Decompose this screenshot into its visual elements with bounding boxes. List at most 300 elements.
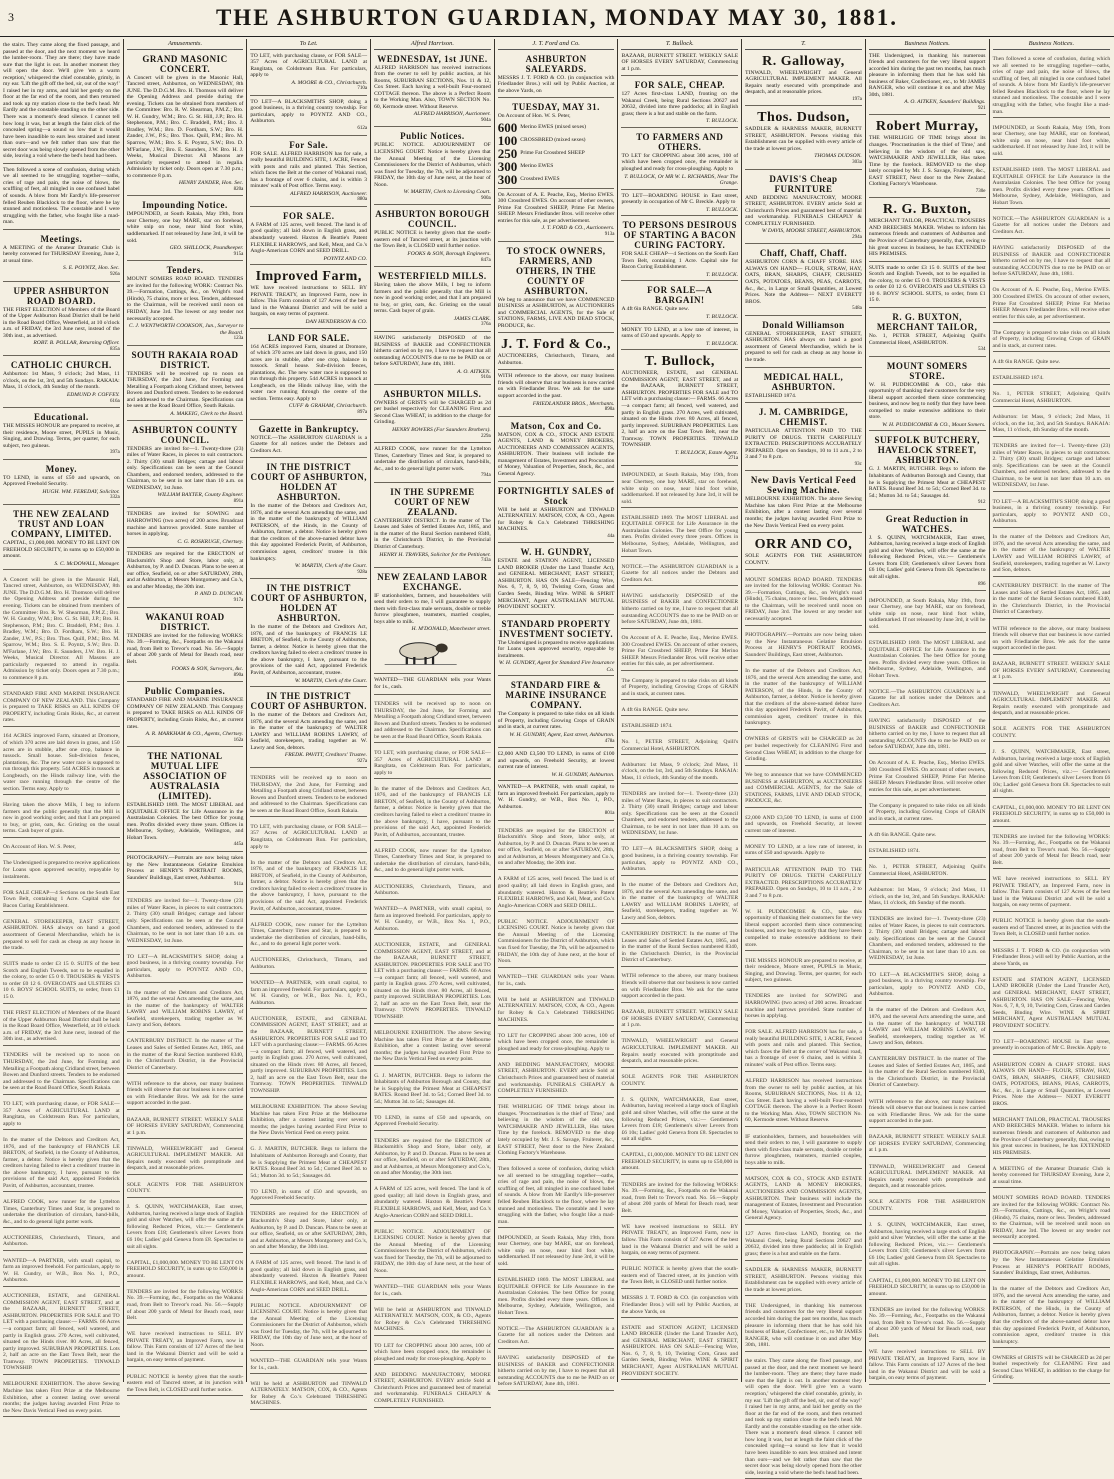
ad-title: W. H. GUNDRY, (520, 547, 592, 558)
column-text: ESTABLISHED 1874. (993, 374, 1111, 385)
column-text: AUCTIONEERS, Christchurch, Timaru, and Ashburton. (3, 1234, 120, 1251)
column-text: A FARM of 125 acres, well fenced. The land is of good quality; all laid down in English grass, and abundantly watered. Haxton & Beattie's Patent FLEXIBLE HARROWS, and Kell, Meat, and Co.'s Anglo-American CORN and SEED DRILL. (374, 1185, 491, 1222)
ad-signature: ALFRED HARRISON, Auctioneer. (290, 190, 368, 197)
ad-body: THE WHIRLIGIG OF TIME brings about its changes. 'Procrastination is the thief of Time,' and believing in the wisdom of the old saw, WATCHMAKER AND JEWELLER, Has taken Time by the forelock. REMOVED to the shop lately occupied by Mr. J. S. Savage, Fruiterer, &c., EAST STREET, Next door to the New Zealand Clothing Factory's Warehouse. (868, 135, 986, 188)
column-text: IMPOUNDED, at South Rakaia, May 19th, from near Chertsey, one bay MARE, star on forehead, white snip on nose, near hind foot white, saddlemarked. If not released by June 3rd, it will be sold. (869, 597, 986, 634)
column-text: WITH reference to the above, our many business friends will observe that our business is now carried on with Friedlander Bros. We ask for the same support accorded in the past. (993, 625, 1111, 655)
ad-reference: 928a (357, 569, 368, 575)
column-text: BAZAAR, BURNETT STREET. WEEKLY SALE OF HORSES EVERY SATURDAY, Commencing at 1 p.m. (993, 660, 1111, 684)
ad-title: ASHBURTON SALEYARDS. (525, 53, 587, 74)
ad-title: Tenders. (166, 265, 204, 276)
ad-title: LAND FOR SALE. (267, 332, 350, 343)
ad-body: ESTABLISHED 1869. The MOST LIBERAL and EQUITABLE OFFICE for Life Assurance in the Australasian Colonies. The best Office for young men. Profits divided every three years. Offices in Melbourne, Sydney, Adelaide, Wellington, and Hobart Town. (126, 802, 244, 841)
ad-title: THE NATIONAL MUTUAL LIFE ASSOCIATION OF AUSTRALASIA (LIMITED). (142, 751, 228, 802)
ad-body: IF stationholders, farmers, and householders will send their orders to me, I will guarantee to supply them with first-class male servants, double or treble furrow ploughmen, teamsters, married couples, boys able to milk. (374, 592, 491, 625)
ad-reference: 730e (975, 188, 986, 194)
column-text: TENDERS are required for the ERECTION of Blacksmith's Shop and Store, labor only, at Ashburton, by P. and D. Duncan. Plans to be seen at our office, Seafield, on or after SATURDAY, 28th, and at Ashburton, at Messrs Montgomery and Co.'s, on and after Monday, the 30th inst. (498, 827, 615, 870)
ad-reference: 271a (728, 456, 739, 462)
column-text: Then followed a scene of confusion, during which we all seemed to be struggling together—oaths, cries of rage and pain, the noise of blows, the scuffling of feet, all mingled in one confused babel of sounds. A blow from Mr Eardly's life-preserver felled Reuben Blacklock to the floor, where he lay stunned and motionless. The constable and I were struggling with the father, who fought like a mad-man. (993, 55, 1111, 118)
column-text: MATSON, COX & CO., STOCK AND ESTATE AGENTS, LAND & MONEY BROKERS, AUCTIONEERS AND COMMISSION AGENTS, ASHBURTON. Their business will include the management of Estates, Investment and Procuration of Money, Valuation of Properties, Stock, &c., and General Agency. (745, 1175, 862, 1225)
ad-body: The Company is prepared to take risks on all kinds of Property, including Growing Crops of GRAIN and in stack, at current rates. (497, 711, 615, 731)
ad-title: Matson, Cox and Co. (510, 420, 602, 431)
advertisement (498, 617, 615, 677)
column-text: In the matter of the Debtors and Creditors Act, 1876, and the several Acts amending the same, and in the matter of the bankruptcy of WALTER LAWRY and WILLIAM ROBINS LAWRY, of Seafield, storekeepers, trading together as W. Lawry and Son, debtors. (621, 881, 738, 924)
column-text: TENDERS are invited for—1. Twenty-three (23) miles of Water Races, in pieces to suit contractors. 2. Thirty (30) small Bridges; cartage and labour only. Specifications can be seen at the Council Chambers, and endorsed tenders, addressed to the Chairman, to be sent in not later than 10 a.m. on WEDNESDAY, 1st June. (993, 442, 1111, 492)
column-text: In the matter of the Debtors and Creditors Act, 1876, and the several Acts amending the same, and in the matter of the bankruptcy of WALTER LAWRY and WILLIAM ROBINS LAWRY, of Seafield, storekeepers, trading together as W. Lawry and Son, debtors. (127, 989, 244, 1032)
column-text: On Account of Hon. W. S. Peter, (3, 843, 120, 854)
column-7 (742, 39, 866, 1476)
column-text: CANTERBURY DISTRICT. In the matter of The Leases and Sales of Settled Estates Act, 1865, and in the matter of the Rural Section numbered 8340, in the Christchurch District, in the Provincial District of Canterbury. (127, 1037, 244, 1074)
ad-title: J. T. Ford & Co., (501, 337, 612, 353)
ad-title: TO PERSONS DESIROUS OF STARTING A BACON CURING FACTORY. (622, 220, 737, 251)
column-text: PHOTOGRAPHY.—Portraits are now being taken by the New Instantaneous Gelatine Emulsion Process at HENRY'S PORTRAIT ROOMS, Saunders' Buildings, East street, Ashburton. (993, 1249, 1111, 1279)
ad-body: MONEY TO LEND, at a low rate of interest, in sums of £50 and upwards. Apply to (621, 326, 739, 340)
column-text: In the matter of the Debtors and Creditors Act, 1876, and the several Acts amending the same, and in the matter of the bankruptcy of WALTER LAWRY and WILLIAM ROBINS LAWRY, of Seafield, storekeepers, trading together as W. Lawry and Son, debtors. (993, 533, 1111, 576)
ad-signature: ROBT. B. POLLAR, Returning Officer. (33, 340, 120, 347)
ad-body: J. S. QUINN, WATCHMAKER, East street, Ashburton, having received a large stock of English gold and silver Watches, will offer the same at the following Reduced Prices, viz.:— Gentlemen's Levers from £18; Gentlemen's silver Levers from £6 10s; Ladies' gold Geneva from £8. Spectacles to suit all sights. (868, 534, 986, 580)
advertisement (621, 352, 738, 466)
ad-signature: T. BULLOCK. (706, 340, 739, 347)
column-text: THE WHIRLIGIG OF TIME brings about its changes. 'Procrastination is the thief of Time,' and believing in the wisdom of the old saw, WATCHMAKER AND JEWELLER, Has taken Time by the forelock. REMOVED to the shop lately occupied by Mr. J. S. Savage, Fruiterer, &c., EAST STREET, Next door to the New Zealand Clothing Factory's Warehouse. (498, 1103, 615, 1159)
advertisement (374, 445, 491, 483)
column-text: MERCHANT TAILOR, PRACTICAL TROUSERS AND BREECHES MAKER. Wishes to inform his numerous friends and customers of Ashburton and the Province of Canterbury generally, that, owing to his great success in business, he has EXTENDED HIS PREMISES. (993, 1116, 1111, 1159)
ad-body: The Undersigned is prepared to receive applications for Loans upon approved security, repayable by instalments. (497, 639, 615, 659)
ad-signature: W. H. GUNDRY, Agent for Standard Fire Insurance Co. (498, 660, 615, 673)
advertisement (374, 676, 491, 694)
ad-body: Then followed a scene of confusion, during which we all seemed to be struggling together—oaths, cries of rage and pain, the noise of blows, the scuffling of feet, all mingled in one confused babel of sounds. A blow from Mr Eardly's life-preserver felled Reuben Blacklock to the floor, where he lay stunned and motionless. The constable and I were struggling with the father, who fought like a mad-man. (3, 166, 120, 226)
ad-signature: S. E. POYNTZ, Hon. Sec. (62, 265, 120, 272)
ad-body: SUITS made to order £3 15 0. SUITS of the best Scotch and English Tweeds, not to be equalled in the colony, to order £5 0 0. TROUSERS & VESTS to order £0 12 6. OVERCOATS and ULSTERS £3 10 6. BOYS' SCHOOL SUITS, to order, from £1 15 0. (868, 264, 986, 304)
advertisement (374, 129, 491, 205)
ad-reference: 478a (604, 738, 615, 744)
column-text: ESTABLISHED 1869. The MOST LIBERAL and EQUITABLE OFFICE for Life Assurance in the Australasian Colonies. The best Office for young men. Profits divided every three years. Offices in Melbourne, Sydney, Adelaide, Wellington, and Hobart Town. (621, 514, 738, 557)
column-text: TO LEND, in sums of £50 and upwards, on Approved Freehold Security. (250, 1188, 367, 1205)
ad-reference: 229a (481, 433, 491, 439)
ad-body: TENDERS are invited for—1. Twenty-three (23) miles of Water Races, in pieces to suit contractors. 2. Thirty (30) small Bridges; cartage and labour only. Specifications can be seen at the Council Chambers, and endorsed tenders, addressed to the Chairman, to be sent in not later than 10 a.m. on WEDNESDAY, 1st June. (126, 445, 244, 491)
column-text: TO LET, with purchasing clause, or FOR SALE—357 Acres of AGRICULTURAL LAND at Rangitata, on Coldstream Run. For particulars, apply to (3, 1100, 120, 1130)
column-text: ALFRED COOK, now runner for the Lyttelton Times, Canterbury Times and Star, is prepared to undertake the distribution of circulars, hand-bills, &c., and to do general light porter work. (3, 1198, 120, 1228)
ad-body: NOTICE.—The ASHBURTON GUARDIAN is a Gazette for all notices under the Debtors and Creditors Act. (250, 434, 368, 454)
column-text: TENDERS are invited for—1. Twenty-three (23) miles of Water Races, in pieces to suit contractors. 2. Thirty (30) small Bridges; cartage and labour only. Specifications can be seen at the Council Chambers, and endorsed tenders, addressed to the Chairman, to be sent in not later than 10 a.m. on WEDNESDAY, 1st June. (869, 915, 986, 965)
ad-reference: 294a (852, 234, 862, 240)
column-text: SOLE AGENTS FOR THE ASHBURTON COUNTY. (993, 725, 1111, 742)
ad-reference: 616a (109, 398, 120, 404)
column-text: AUCTIONEER, ESTATE, and GENERAL COMMISSION AGENT, EAST STREET, and at the BAZAAR, BURNETT STREET, ASHBURTON. PROPERTIES FOR SALE and TO LET with a purchasing clause:— FARMS. 66 Acres—a compact farm; all fenced, well watered, and partly in English grass. 270 Acres, well cultivated, situated on the Hinds river. 80 Acres, all fenced, partly improved. SUBURBAN PROPERTIES. Lots 2, half an acre on the East Town Belt, near the Tramway. TOWN PROPERTIES. TINWALD TOWNSHIP. (3, 1292, 120, 1375)
column-text: WE have received instructions to SELL BY PRIVATE TREATY, an Improved Farm, now in fallow. This Farm consists of 127 Acres of the best land in the Wakanui District and will be sold a bargain, on easy terms of payment. (869, 1348, 986, 1385)
column-text: WITH reference to the above, our many business friends will observe that our business is now carried on with Friedlander Bros. We ask for the same support accorded in the past. (127, 1080, 244, 1110)
sale-lot-desc: Merino EWES (mixed sexes) (520, 123, 586, 130)
advertisement (3, 166, 120, 230)
advertisement (3, 284, 120, 357)
column-text: TO LET for CROPPING about 300 acres, 100 of which have been cropped once, the remainder is ploughed and ready for cross-ploughing. Apply to (498, 1032, 615, 1056)
ad-body: TO LET for CROPPING about 300 acres, 100 of which have been cropped once, the remainder is ploughed and ready for cross-ploughing. Apply to (621, 152, 739, 173)
advertisement (127, 749, 244, 852)
ad-title: IN THE SUPREME COURT OF NEW ZEALAND. (390, 486, 475, 517)
column-text: We beg to announce that we have COMMENCED BUSINESS at ASHBURTON, as AUCTIONEERS and COMMERCIAL AGENTS, for the Sale of STATIONS, FARMS, LIVE AND DEAD STOCK, PRODUCE, &c. (745, 771, 862, 808)
ad-body: FOR SALE CHEAP—4 Sections on the South East Town Belt, containing 1 Acre. Capital site for Bacon Curing Establishment. (621, 251, 739, 271)
ad-body: TO LEND, in sums of £50 and upwards, on Approved Freehold Security. (3, 474, 120, 488)
advertisement (498, 52, 615, 99)
column-text: PUBLIC NOTICE is hereby given that the south-eastern end of Tancred street, at its junction with the Town Belt, is CLOSED until further notice. (993, 917, 1111, 941)
column-text: 164 ACRES improved Farm, situated at Dromore, of which 370 acres are laid down in grass, and 150 acres are in stubble, after one crop, balance in tussock. Small house. Sub-division fences, plantations, &c. The new water race is supposed to run through this property. 544 ACRES in tussock at Longbeach, on the Hinds railway line, with the water race running through the centre of the section. Terms easy. Apply to (3, 732, 120, 795)
ad-reference: 835a (109, 346, 120, 352)
column-text: HAVING satisfactorily DISPOSED of the BUSINESS of BAKER and CONFECTIONER hitherto carried on by me, I have to request that all outstanding ACCOUNTS due to me be PAID on or before SATURDAY, June 4th, 1881. (621, 592, 738, 629)
ad-signature: T. BULLOCK. (706, 271, 739, 278)
ad-body: WANTED—THE GUARDIAN tells your Wants for 1s., cash. (374, 677, 491, 690)
ad-signature: T. BULLOCK. (706, 314, 739, 321)
ad-title: TO STOCK OWNERS, FARMERS, AND OTHERS, IN THE COUNTY OF ASHBURTON. (506, 245, 606, 296)
ad-title: STANDARD FIRE & MARINE INSURANCE COMPANY. (505, 680, 607, 711)
ad-body: MOUNT SOMERS ROAD BOARD. TENDERS are invited for the following WORK: Contract No. 39.—Formation, Cuttings, &c., on Wright's road (Hinds), 75 chains, more or less. Tenders, addressed to the Chairman, will be received until noon on FRIDAY, June 3rd. The lowest or any tender not necessarily accepted. (126, 276, 244, 322)
column-text: OWNERS of GRISTS will be CHARGED as 2d per bushel respectively for CLEANING First and Second Class WHEAT, in addition to the charge for Grinding. (745, 735, 862, 765)
column-text: TINWALD, WHEELWRIGHT and General AGRICULTURAL IMPLEMENT MAKER. All Repairs neatly executed with promptitude and despatch, and at reasonable prices. (621, 1037, 738, 1067)
ad-title: STANDARD PROPERTY INVESTMENT SOCIETY. (499, 618, 614, 639)
advertisement (127, 854, 244, 892)
ad-reference: 376a (481, 322, 491, 328)
ad-title: IN THE DISTRICT COURT OF ASHBURTON, HOLDEN AT ASHBURTON. (250, 583, 367, 624)
sale-lot (498, 160, 615, 173)
ad-signature: ALFRED HARRISON, Auctioneer. (413, 111, 491, 118)
advertisement (621, 130, 738, 190)
advertisement (745, 246, 862, 315)
ad-signature: W. H. GUNDRY, Agent, East street, Ashburton. (509, 731, 615, 738)
ad-reference: 913a (604, 232, 615, 238)
ad-body: MATSON, COX & CO., STOCK AND ESTATE AGENTS, LAND & MONEY BROKERS, AUCTIONEERS AND COMMISSION AGENTS, ASHBURTON. Their business will include the management of Estates, Investment and Procuration of Money, Valuation of Properties, Stock, &c., and General Agency. (497, 431, 615, 477)
advertisement (3, 462, 120, 505)
ad-body: THE FIRST ELECTION of Members of the Board of the Upper Ashburton Road District shall be held in the Road Board Office, Westerfield, at 10 o'clock a.m. of FRIDAY, the 3rd June next, instead of the 30th inst., as advertised. (3, 306, 120, 339)
column-text: In the matter of the Debtors and Creditors Act, 1876, and the several Acts amending the same, and in the matter of the bankruptcy of WALTER LAWRY and WILLIAM ROBINS LAWRY, of Seafield, storekeepers, trading together as W. Lawry and Son, debtors. (869, 1006, 986, 1049)
advertisement (498, 419, 615, 482)
ad-body: CAPITAL, £1,000,000. MONEY TO BE LENT ON FREEHOLD SECURITY, in sums up to £50,000 in amount. (3, 539, 120, 560)
advertisement (498, 372, 615, 416)
ad-body: SOLE AGENTS FOR THE ASHBURTON COUNTY. (745, 553, 862, 566)
column-text: CAPITAL, £1,000,000. MONEY TO BE LENT ON FREEHOLD SECURITY, in sums up to £50,000 in amount. (621, 1151, 738, 1175)
column-text: SUITS made to order £3 15 0. SUITS of the best Scotch and English Tweeds, not to be equalled in the colony, to order £5 0 0. TROUSERS & VESTS to order £0 12 6. OVERCOATS and ULSTERS £3 10 6. BOYS' SCHOOL SUITS, to order, from £1 15 0. (3, 960, 120, 1003)
column-text: BAZAAR, BURNETT STREET. WEEKLY SALE OF HORSES EVERY SATURDAY, Commencing at 1 p.m. (621, 1008, 738, 1032)
sale-lot (498, 147, 615, 160)
ad-body: HAVING satisfactorily DISPOSED of the BUSINESS of BAKER and CONFECTIONER hitherto carried on by me, I have to request that all outstanding ACCOUNTS due to me be PAID on or before SATURDAY, June 4th, 1881. (374, 334, 491, 368)
column-text: CAPITAL, £1,000,000. MONEY TO BE LENT ON FREEHOLD SECURITY, in sums up to £50,000 in amount. (869, 1277, 986, 1301)
column-text: BAZAAR, BURNETT STREET. WEEKLY SALE OF HORSES EVERY SATURDAY, Commencing at 1 p.m. (127, 1116, 244, 1140)
ad-signature: A. MOORE & CO., Christchurch. (291, 79, 368, 86)
ad-signature: W DAVIS, MOORE STREET, ASHBURTON. (761, 228, 862, 235)
column-text: TINWALD, WHEELWRIGHT and General AGRICULTURAL IMPLEMENT MAKER. All Repairs neatly executed with promptitude and despatch, and at reasonable prices. (993, 690, 1111, 720)
ad-title: SOUTH RAKAIA ROAD DISTRICT. (131, 349, 239, 370)
column-text: TENDERS are invited for the following WORKS: No. 39.—Forming, &c., Footpaths on the Wakanui road, from Belt to Trevor's road. No. 56.—Supply of about 200 yards of Metal for Beach road, near Belt. (127, 1288, 244, 1325)
ad-reference: 710a (357, 86, 368, 92)
column-text: WANTED—THE GUARDIAN tells your Wants for 1s., cash. (374, 1283, 491, 1300)
column-text: In the matter of the Debtors and Creditors Act, 1876, and of the bankruptcy of FRANCIS LE BRETON, of Seafield, in the County of Ashburton, farmer, a debtor. Notice is hereby given that the creditors having failed to elect a creditors' trustee in the above bankruptcy, I have, pursuant to the provisions of the said Act, appointed Frederick Pavitt, of Ashburton, accountant, trustee. (250, 859, 367, 915)
column-text: THE Undersigned, in thanking his numerous friends and customers for the very liberal support accorded him during the past ten months, has much pleasure in informing them that he has sold his business of Baker, Confectioner, etc., to Mr JAMES RANGER, who will continue it on and after May 30th, 1881. (745, 1302, 862, 1352)
ad-body: No. 1, PETER STREET, Adjoining Quill's Commercial Hotel, ASHBURTON. (868, 332, 986, 346)
sale-lot-qty: 600 (497, 119, 518, 135)
ad-signature: FRIEDLANDER BROS., Merchants. (532, 400, 615, 407)
column-text: TO LET—A BLACKSMITH'S SHOP, doing a good business, in a thriving country township. For particulars, apply to POYNTZ AND CO., Ashburton. (621, 845, 738, 875)
column-text: ESTABLISHED 1869. The MOST LIBERAL and EQUITABLE OFFICE for Life Assurance in the Australasian Colonies. The best Office for young men. Profits divided every three years. Offices in Melbourne, Sydney, Adelaide, Wellington, and Hobart Town. (993, 166, 1111, 209)
column-text: Ashburton: 1st Mass, 9 o'clock; 2nd Mass, 11 o'clock, on the 1st, 3rd, and 5th Sundays. RAKAIA: Mass, 11 o'clock, 4th Sunday of the month. (621, 761, 738, 785)
ad-title: T. Bullock, (644, 354, 715, 370)
sale-lot-qty: 300 (497, 171, 518, 187)
advertisement (3, 507, 120, 570)
column-text: WE have received instructions to SELL BY PRIVATE TREATY, an Improved Farm, now in fallow. This Farm consists of 127 Acres of the best land in the Wakanui District and will be sold a bargain, on easy terms of payment. (621, 1223, 738, 1260)
column-text: TO LET—BOARDING HOUSE in East street, presently in occupation of Mr C. Breckle. Apply to (993, 1038, 1111, 1055)
ad-signature: T. BULLOCK, Estate Agent. (674, 449, 739, 456)
advertisement (498, 191, 615, 242)
ad-body: TO LET—BOARDING HOUSE in East street, presently in occupation of Mr C. Breckle. Apply to (621, 192, 739, 206)
advertisement (374, 52, 491, 128)
column-text: 127 Acres first-class LAND, fronting on the Wakanui Creek, being Rural Sections 20627 and 20632, divided into three paddocks; all in English grass; there is a hut and stable on the farm. (745, 1230, 862, 1260)
ad-reference: 162a (233, 737, 244, 743)
advertisement (745, 370, 862, 404)
advertisement (621, 78, 738, 128)
advertisement (869, 200, 986, 261)
ad-body: FOR SALE. ALFRED HARRISON has for sale, a really beautiful BUILDING SITE, 1 ACRE, Fenced with posts and rails and planted. This Section, which faces the Belt at the corner of Wakanui road, has a frontage of over 6 chains, and is within 3 minutes' walk of Post office. Terms easy. (250, 150, 368, 190)
ad-reference: 880a (357, 197, 368, 203)
column-text: Will be held at ASHBURTON and TINWALD ALTERNATELY. MATSON, COX, & CO., Agents for Robey & Co.'s Celebrated THRESHING MACHINES. (498, 996, 615, 1026)
ad-reference: 794a (481, 473, 491, 479)
ad-title: WESTERFIELD MILLS. (378, 271, 487, 282)
ad-reference: 897a (357, 409, 368, 415)
ad-title: TUESDAY, MAY 31. (512, 102, 600, 113)
advertisement (127, 610, 244, 683)
column-text: CANTERBURY DISTRICT. In the matter of The Leases and Sales of Settled Estates Act, 1865, and in the matter of the Rural Section numbered 8340, in the Christchurch District, in the Provincial District of Canterbury. (621, 930, 738, 967)
ad-signature: HENRY BOWERS (For Saunders Brothers). (392, 426, 491, 433)
ad-body: the stairs. They came along the fixed passage, and passed at the door, and the next moment we heard the lumber-room. 'They are there; they have made sure that the light is out. In another moment they will open the door. We'll give 'em a warm reception,' whispered the chief constable, grimly, in my ear. 'Lift the gift off the bed, sir, out of the way!' I raised her in my arms, and laid her gently on the floor at the far end of the room, and then returned and took up my station close to the bed's head. Mr Eardly and the constable standing on the other side. There was a moment's dead silence. I cannot tell how long it was, but at length the faint click of the concealed spring—a sound so low that it would have been inaudible to ears less strained and intent than ours—and we felt rather than saw that the secret door was being slowly opened from the other side, leaving a void where the bed's head had been. (3, 42, 120, 160)
ad-reference: 743a (481, 558, 491, 564)
advertisement (250, 267, 367, 328)
column-text: ALFRED COOK, now runner for the Lyttelton Times, Canterbury Times and Star, is prepared to undertake the distribution of circulars, hand-bills, &c., and to do general light porter work. (250, 921, 367, 951)
column-text: CANTERBURY DISTRICT. In the matter of The Leases and Sales of Settled Estates Act, 1865, and in the matter of the Rural Section numbered 8340, in the Christchurch District, in the Provincial District of Canterbury. (993, 582, 1111, 619)
sale-lot-desc: Crossbred EWES (520, 175, 560, 182)
column-text: G. J. MARTIN, BUTCHER. Begs to inform the Inhabitants of Ashburton Borough and County, that he is Supplying the Primest Meat at CHEAPEST RATES. Round Beef 3d. to 5d.; Corned Beef 3d. to 5d.; Mutton 3d. to 5d.; Sausages 4d. (250, 1145, 367, 1182)
column-text: TENDERS are invited for the following WORKS: No. 39.—Forming, &c., Footpaths on the Wakanui road, from Belt to Trevor's road. No. 56.—Supply of about 200 yards of Metal for Beach road, near Belt. (869, 1306, 986, 1343)
ad-reference: 912 (978, 500, 986, 506)
column-text: MELBOURNE EXHIBITION. The above Sewing Machine has taken First Prize at the Melbourne Exhibition, after a contest lasting over several months; the judges having awarded First Prize to the New Davis Vertical Feed on every point. (374, 1029, 491, 1066)
ad-body: AND BEDDING MANUFACTORY, MOORE STREET, ASHBURTON. EVERY article Sold at Christchurch Prices and guaranteed best of material and workmanship. FUNERALS CHEAPLY & COMPLETELY FURNISHED. (745, 194, 862, 227)
column-heading: Alfred Harrison. (374, 41, 491, 50)
column-text: WE have received instructions to SELL BY PRIVATE TREATY, an Improved Farm, now in fallow. This Farm consists of 127 Acres of the best land in the Wakanui District and will be sold a bargain, on easy terms of payment. (127, 1330, 244, 1367)
ad-title: New Davis Vertical Feed Sewing Machine. (750, 475, 857, 496)
ad-signature: C. G. ROSKRUGE, Chertsey. (177, 538, 244, 545)
ad-body: THE MISSES HONOUR are prepared to receive, at their residence, Moore street, PUPILS in Music, Singing, and Drawing. Terms, per quarter, for each subject, two guineas. (3, 423, 120, 449)
columns-container (0, 39, 1114, 1476)
ad-title: Thos. Dudson, (757, 110, 850, 126)
ad-body: OWNERS of GRISTS will be CHARGED as 2d per bushel respectively for CLEANING First and Second Class WHEAT, in addition to the charge for Grinding. (374, 399, 491, 426)
ad-body: On Account of A. E. Peache, Esq., Merino EWES. 300 Crossbred EWES. On account of other owners, Prime Fat Crossbred SHEEP, Prime Fat Merino SHEEP. Messrs Friedlander Bros. will receive other entries for this sale, as per advertisement. (497, 191, 615, 224)
ad-body: A Concert will be given in the Masonic Hall, Tancred street, Ashburton, on WEDNESDAY, 8th JUNE. The D.D.G.M. Bro. H. Thomson will deliver the Opening Address and preside during the evening. Tickets can be obtained from members of the Committee: Bro. R. W. Shearman, P.M.Z.; Bro. W. H. Gundry, W.M.; Bro. G. St. Hill, J.P.; Bro. H. Stephenson, P.M.; Bro. C. Braddell, P.M.; Bro. J. Bradley, W.M.; Bro. D. Fordham, S.W.; Bro. H. Zander, J.W., P.S.; Bro. Thos. Quill, P.M.; Bro. M. Sparrow, W.M.; Bro. S. E. Poyntz, S.W.; Bro. D. M'Farlane, J.W.; Bro. E. Saunders, J.W. Bro. H. J. Weeks, Musical Director. All Masons are particularly requested to attend in regalia. Admission by ticket only. Doors open at 7.30 p.m.; to commence 8 p.m. (126, 74, 244, 179)
ad-body: In the matter of the Debtors and Creditors Act, 1876, and of the bankruptcy of FRANCIS LE BRETON, of Seafield, in the County of Ashburton, farmer, a debtor. Notice is hereby given that the creditors having failed to elect a creditors' trustee in the above bankruptcy, I have, pursuant to the provisions of the said Act, appointed Frederick Pavitt, of Ashburton, accountant, trustee. (250, 624, 368, 676)
page-number: 3 (8, 10, 14, 24)
ad-reference: 548a (852, 306, 862, 312)
column-text: HAVING satisfactorily DISPOSED of the BUSINESS of BAKER and CONFECTIONER hitherto carried on by me, I have to request that all outstanding ACCOUNTS due to me be PAID on or before SATURDAY, June 4th, 1881. (498, 1354, 615, 1391)
sale-lot-desc: CROSSBRED (mixed sexes) (520, 136, 586, 143)
ad-reference: 612a (357, 126, 368, 132)
column-text: WANTED—THE GUARDIAN tells your Wants for 1s., cash. (250, 1357, 367, 1374)
ad-body: TO LET—A BLACKSMITH'S SHOP, doing a good business, in a thriving country township. For particulars, apply to POYNTZ AND CO., Ashburton. (250, 98, 368, 125)
ad-title: DAVIS'S Cheap FURNITURE (769, 173, 838, 194)
column-3 (247, 39, 371, 1407)
ad-body: GENERAL STOREKEEPER, EAST STREET, ASHBURTON. HAS always on hand a good assortment of General Merchandise, which he is prepared to sell for cash as cheap as any house in the trade. (745, 330, 862, 363)
ad-title: TO FARMERS AND OTHERS. (636, 131, 724, 152)
ad-body: TENDERS are required for the ERECTION of Blacksmith's Shop and Store, labor only, at Ashburton, by P. and D. Duncan. Plans to be seen at our office, Seafield, on or after SATURDAY, 28th, and at Ashburton, at Messrs Montgomery and Co.'s, on and after Monday, the 30th inst. (126, 551, 244, 590)
advertisement (869, 359, 986, 432)
column-text: No. 1, PETER STREET, Adjoining Quill's Commercial Hotel, ASHBURTON. (869, 863, 986, 880)
column-text: A 4ft 6in RANGE. Quite new. (869, 831, 986, 842)
sale-lot-desc: Prime Fat Crossbred SHEEP (520, 149, 585, 156)
ad-reference: 197a (852, 96, 862, 102)
column-text: No. 1, PETER STREET, Adjoining Quill's Commercial Hotel, ASHBURTON. (621, 738, 738, 755)
ad-title: WEDNESDAY, 1st JUNE. (377, 53, 488, 64)
column-text: A 4ft 6in RANGE. Quite new. (993, 358, 1111, 369)
column-text: J. S. QUINN, WATCHMAKER, East street, Ashburton, having received a large stock of English gold and silver Watches, will offer the same at the following Reduced Prices, viz.:— Gentlemen's Levers from £18; Gentlemen's silver Levers from £6 10s; Ladies' gold Geneva from £8. Spectacles to suit all sights. (993, 748, 1111, 798)
column-text: A Concert will be given in the Masonic Hall, Tancred street, Ashburton, on WEDNESDAY, 8th JUNE. The D.D.G.M. Bro. H. Thomson will deliver the Opening Address and preside during the evening. Tickets can be obtained from members of the Committee: Bro. R. W. Shearman, P.M.Z.; Bro. W. H. Gundry, W.M.; Bro. G. St. Hill, J.P.; Bro. H. Stephenson, P.M.; Bro. C. Braddell, P.M.; Bro. J. Bradley, W.M.; Bro. D. Fordham, S.W.; Bro. H. Zander, J.W., P.S.; Bro. Thos. Quill, P.M.; Bro. M. Sparrow, W.M.; Bro. S. E. Poyntz, S.W.; Bro. D. M'Farlane, J.W.; Bro. E. Saunders, J.W. Bro. H. J. Weeks, Musical Director. All Masons are particularly requested to attend in regalia. Admission by ticket only. Doors open at 7.30 p.m.; to commence 8 p.m. (3, 576, 120, 685)
column-text: No. 1, PETER STREET, Adjoining Quill's Commercial Hotel, ASHBURTON. (993, 390, 1111, 407)
column-text: ESTABLISHED 1869. The MOST LIBERAL and EQUITABLE OFFICE for Life Assurance in the Australasian Colonies. The best Office for young men. Profits divided every three years. Offices in Melbourne, Sydney, Adelaide, Wellington, and Hobart Town. (869, 639, 986, 682)
ad-title: MEDICAL HALL, ASHBURTON. (763, 371, 844, 392)
ad-title: FOR SALE. (282, 210, 335, 221)
column-1 (0, 39, 124, 1414)
advertisement (374, 485, 491, 568)
ad-body: G. J. MARTIN, BUTCHER. Begs to inform the Inhabitants of Ashburton Borough and County, that he is Supplying the Primest Meat at CHEAPEST RATES. Round Beef 3d. to 5d.; Corned Beef 3d. to 5d.; Mutton 3d. to 5d.; Sausages 4d. (868, 466, 986, 499)
advertisement (3, 410, 120, 460)
ad-title: MOUNT SOMERS STORE. (886, 360, 968, 381)
column-text: SOLE AGENTS FOR THE ASHBURTON COUNTY. (869, 1198, 986, 1215)
column-text: On Account of A. E. Peache, Esq., Merino EWES. 300 Crossbred EWES. On account of other owners, Prime Fat Crossbred SHEEP, Prime Fat Merino SHEEP. Messrs Friedlander Bros. will receive other entries for this sale, as per advertisement. (869, 759, 986, 796)
column-text: TENDERS are invited for SOWING and HARROWING (two acres) of 200 acres. Broadcast machine and harrows provided. State number of horses in applying. (745, 992, 862, 1022)
advertisement (621, 192, 738, 217)
ad-body: 164 ACRES improved Farm, situated at Dromore, of which 370 acres are laid down in grass, and 150 acres are in stubble, after one crop, balance in tussock. Small house. Sub-division fences, plantations, &c. The new water race is supposed to run through this property. 544 ACRES in tussock at Longbeach, on the Hinds railway line, with the water race running through the centre of the section. Terms easy. Apply to (250, 343, 368, 402)
column-2 (124, 39, 248, 1393)
ad-title: Gazette in Bankruptcy. (258, 423, 359, 434)
ad-body: ESTABLISHED 1874. (745, 392, 797, 399)
column-text: SOLE AGENTS FOR THE ASHBURTON COUNTY. (621, 1073, 738, 1090)
column-text: WANTED—A PARTNER, with small capital, to farm an improved freehold. For particulars, apply to W. H. Gundry, or W.B., Box No. 1, P.O., Ashburton. (374, 905, 491, 935)
ad-body: A FARM of 125 acres, well fenced. The land is of good quality; all laid down in English grass, and abundantly watered. Haxton & Beattie's Patent FLEXIBLE HARROWS, and Kell, Meat, and Co.'s Anglo-American CORN and SEED DRILL. (250, 221, 368, 255)
ad-signature: W. MARTIN, Clerk of the Court. (294, 563, 368, 570)
advertisement (250, 331, 367, 420)
column-9 (990, 39, 1114, 1382)
ad-body: PARTICULAR ATTENTION PAID TO THE PURITY OF DRUGS. TEETH CAREFULLY EXTRACTED. PRESCRIPTIONS ACCURATELY PREPARED. Open on Sundays, 10 to 11 a.m., 2 to 3 and 7 to 8 p.m. (745, 428, 862, 461)
ad-body: IMPOUNDED, at South Rakaia, May 19th, from near Chertsey, one bay MARE, star on forehead, white snip on nose, near hind foot white, saddlemarked. If not released by June 3rd, it will be sold. (126, 211, 244, 244)
ad-title: Meetings. (40, 233, 83, 244)
ad-reference: 904a (481, 117, 491, 123)
column-text: BAZAAR, BURNETT STREET. WEEKLY SALE OF HORSES EVERY SATURDAY, Commencing at 1 p.m. (869, 1133, 986, 1157)
column-text: TENDERS are invited for—1. Twenty-three (23) miles of Water Races, in pieces to suit contractors. 2. Thirty (30) small Bridges; cartage and labour only. Specifications can be seen at the Council Chambers, and endorsed tenders, addressed to the Chairman, to be sent in not later than 10 a.m. on WEDNESDAY, 1st June. (127, 897, 244, 947)
column-text: ASHBURTON CORN & CHAFF STORE. HAS ALWAYS ON HAND— FLOUR, STRAW, HAY, OATS, BRAN, SHARPS, CHAFF, CRUSHED OATS, POTATOES, BEANS, PEAS, CARROTS, &c., &c., in Large or Small Quantities, at Lowest Prices. Note the Address— NEXT EVERETT BROS. (993, 1061, 1111, 1111)
ad-body: On Account of Hon. W. S. Peter, (497, 113, 571, 120)
ad-signature: A. O. AITKEN. (457, 368, 491, 375)
ad-title: SUFFOLK BUTCHERY, HAVELOCK STREET, ASHBURTON. (874, 435, 980, 466)
column-6 (618, 39, 742, 1382)
column-text: The Company is prepared to take risks on all kinds of Property, including Growing Crops of GRAIN and in stack, at current rates. (993, 329, 1111, 353)
ad-title: Improved Farm, (255, 269, 362, 285)
sale-lot (498, 121, 615, 134)
advertisement (127, 52, 244, 197)
column-text: On Account of A. E. Peache, Esq., Merino EWES. 300 Crossbred EWES. On account of other owners, Prime Fat Crossbred SHEEP, Prime Fat Merino SHEEP. Messrs Friedlander Bros. will receive other entries for this sale, as per advertisement. (621, 634, 738, 671)
column-text: TENDERS are invited for the following WORKS: No. 39.—Forming, &c., Footpaths on the Wakanui road, from Belt to Trevor's road. No. 56.—Supply of about 200 yards of Metal for Beach road, near Belt. (993, 833, 1111, 870)
column-text: TENDERS are invited for—1. Twenty-three (23) miles of Water Races, in pieces to suit contractors. 2. Thirty (30) small Bridges; cartage and labour only. Specifications can be seen at the Council Chambers, and endorsed tenders, addressed to the Chairman, to be sent in not later than 10 a.m. on WEDNESDAY, 1st June. (621, 790, 738, 840)
column-text: STANDARD FIRE AND MARINE INSURANCE COMPANY OF NEW ZEALAND. This Company is prepared to TAKE RISKS on ALL KINDS OF PROPERTY, including Grain Risks, &c., at current rates. (3, 690, 120, 727)
advertisement (621, 218, 738, 281)
column-text: TO LET for CROPPING about 300 acres, 100 of which have been cropped once, the remainder is ploughed and ready for cross-ploughing. Apply to (374, 1342, 491, 1366)
ad-title: FORTNIGHTLY SALES of Stock (497, 485, 615, 506)
column-heading: T. Bullock. (621, 41, 738, 50)
ad-reference: 917a (233, 598, 244, 603)
ad-title: THE NEW ZEALAND TRUST AND LOAN COMPANY, LIMITED. (10, 508, 112, 539)
column-text: CANTERBURY DISTRICT. In the matter of The Leases and Sales of Settled Estates Act, 1865, and in the matter of the Rural Section numbered 8340, in the Christchurch District, in the Provincial District of Canterbury. (869, 1055, 986, 1092)
ad-reference: 891a (233, 498, 244, 504)
column-text: FOR SALE. ALFRED HARRISON has for sale, a really beautiful BUILDING SITE, 1 ACRE, Fenced with posts and rails and planted. This Section, which faces the Belt at the corner of Wakanui road, has a frontage of over 6 chains, and is within 3 minutes' walk of Post office. Terms easy. (745, 1028, 862, 1071)
column-text: ESTABLISHED 1869. The MOST LIBERAL and EQUITABLE OFFICE for Life Assurance in the Australasian Colonies. The best Office for young men. Profits divided every three years. Offices in Melbourne, Sydney, Adelaide, Wellington, and Hobart Town. (498, 1276, 615, 1319)
column-text: AUCTIONEER, ESTATE, and GENERAL COMMISSION AGENT, EAST STREET, and at the BAZAAR, BURNETT STREET, ASHBURTON. PROPERTIES FOR SALE and TO LET with a purchasing clause:— FARMS. 66 Acres—a compact farm; all fenced, well watered, and partly in English grass. 270 Acres, well cultivated, situated on the Hinds river. 80 Acres, all fenced, partly improved. SUBURBAN PROPERTIES. Lots 2, half an acre on the East Town Belt, near the Tramway. TOWN PROPERTIES. TINWALD TOWNSHIP. (374, 941, 491, 1024)
advertisement (498, 100, 615, 189)
ad-body: MESSRS J. T. FORD & CO. (in conjunction with Friedlander Bros.) will sell by Public Auction, at the above Yards, on (497, 74, 615, 94)
ad-title: Chaff, Chaff, Chaff. (759, 248, 848, 259)
ad-signature: A. O. AITKEN, Saunders' Buildings. (904, 99, 986, 106)
ad-title: Great Reduction in WATCHES. (885, 513, 969, 534)
ad-title: Impounding Notice. (142, 200, 228, 211)
column-text: HAVING satisfactorily DISPOSED of the BUSINESS of BAKER and CONFECTIONER hitherto carried on by me, I have to request that all outstanding ACCOUNTS due to me be PAID on or before SATURDAY, June 4th, 1881. (993, 244, 1111, 281)
column-text: TENDERS are required for the ERECTION of Blacksmith's Shop and Store, labor only, at Ashburton, by P. and D. Duncan. Plans to be seen at our office, Seafield, on or after SATURDAY, 28th, and at Ashburton, at Messrs Montgomery and Co.'s, on and after Monday, the 30th inst. (374, 1137, 491, 1180)
column-text: MELBOURNE EXHIBITION. The above Sewing Machine has taken First Prize at the Melbourne Exhibition, after a contest lasting over several months; the judges having awarded First Prize to the New Davis Vertical Feed on every point. (3, 1380, 120, 1417)
column-text: HAVING satisfactorily DISPOSED of the BUSINESS of BAKER and CONFECTIONER hitherto carried on by me, I have to request that all outstanding ACCOUNTS due to me be PAID on or before SATURDAY, June 4th, 1881. (869, 717, 986, 754)
ad-reference: 910a (481, 375, 491, 381)
advertisement (745, 473, 862, 533)
column-text: ESTABLISHED 1874. (621, 722, 738, 733)
advertisement (745, 318, 862, 368)
column-text: CAPITAL, £1,000,000. MONEY TO BE LENT ON FREEHOLD SECURITY, in sums up to £50,000 in amount. (993, 804, 1111, 828)
advertisement (250, 689, 367, 768)
column-text: NOTICE.—The ASHBURTON GUARDIAN is a Gazette for all notices under the Debtors and Creditors Act. (498, 1325, 615, 1349)
column-text: A 4ft 6in RANGE. Quite new. (621, 706, 738, 717)
column-text: On Account of A. E. Peache, Esq., Merino EWES. 300 Crossbred EWES. On account of other owners, Prime Fat Crossbred SHEEP, Prime Fat Merino SHEEP. Messrs Friedlander Bros. will receive other entries for this sale, as per advertisement. (993, 286, 1111, 323)
masthead (0, 0, 1114, 37)
ad-reference: 123a (233, 336, 244, 342)
column-text: PARTICULAR ATTENTION PAID TO THE PURITY OF DRUGS. TEETH CAREFULLY EXTRACTED. PRESCRIPTIONS ACCURATELY PREPARED. Open on Sundays, 10 to 11 a.m., 2 to 3 and 7 to 8 p.m. (745, 866, 862, 903)
column-text: WANTED—A PARTNER, with small capital, to farm an improved freehold. For particulars, apply to W. H. Gundry, or W.B., Box No. 1, P.O., Ashburton. (250, 979, 367, 1009)
ad-title: Educational. (33, 412, 89, 423)
ad-signature: POYNTZ AND CO. (323, 255, 368, 262)
advertisement (127, 550, 244, 607)
ad-signature: S. C. McDOWALL, Manager. (54, 560, 120, 567)
ad-title: J. M. CAMBRIDGE, CHEMIST. (758, 407, 849, 428)
ad-body: MELBOURNE EXHIBITION. The above Sewing Machine has taken First Prize at the Melbourne Exhibition, after a contest lasting over several months; the judges having awarded First Prize to the New Davis Vertical Feed on every point. (745, 496, 862, 529)
column-text: Will be held at ASHBURTON and TINWALD ALTERNATELY. MATSON, COX, & CO., Agents for Robey & Co.'s Celebrated THRESHING MACHINES. (374, 1306, 491, 1336)
column-text: MOUNT SOMERS ROAD BOARD. TENDERS are invited for the following WORK: Contract No. 39.—Formation, Cuttings, &c., on Wright's road (Hinds), 75 chains, more or less. Tenders, addressed to the Chairman, will be received until noon on FRIDAY, June 3rd. The lowest or any tender not necessarily accepted. (745, 576, 862, 626)
column-text: NOTICE.—The ASHBURTON GUARDIAN is a Gazette for all notices under the Debtors and Creditors Act. (621, 563, 738, 587)
ad-signature: FOOKS & SON, Surveyors, &c. (171, 666, 244, 673)
advertisement (374, 570, 491, 675)
ad-signature: T. BULLOCK. (706, 118, 739, 125)
ad-signature: W. H. GUNDRY, Ashburton. (551, 771, 615, 778)
advertisement (869, 52, 986, 116)
ad-body: WITH reference to the above, our many business friends will observe that our business is now carried on with Friedlander Bros. We ask for the same support accorded in the past. (497, 373, 615, 400)
advertisement (869, 433, 986, 509)
ad-body: THE Undersigned, in thanking his numerous friends and customers for the very liberal support accorded him during the past ten months, has much pleasure in informing them that he has sold his business of Baker, Confectioner, etc., to Mr JAMES RANGER, who will continue it on and after May 30th, 1881. (868, 52, 986, 98)
ad-reference: 332a (109, 495, 120, 501)
ad-title: FOR SALE—A BARGAIN! (647, 285, 713, 306)
ad-title: ASHBURTON BOROUGH COUNCIL. (375, 209, 490, 230)
advertisement (498, 484, 615, 544)
advertisement (745, 535, 862, 570)
column-text: IMPOUNDED, at South Rakaia, May 19th, from near Chertsey, one bay MARE, star on forehead, white snip on nose, near hind foot white, saddlemarked. If not released by June 3rd, it will be sold. (993, 124, 1111, 161)
ad-title: IN THE DISTRICT COURT OF ASHBURTON, HOLDEN AT ASHBURTON. (250, 462, 367, 503)
column-text: A FARM of 125 acres, well fenced. The land is of good quality; all laid down in English grass, and abundantly watered. Haxton & Beattie's Patent FLEXIBLE HARROWS, and Kell, Meat, and Co.'s Anglo-American CORN and SEED DRILL. (498, 875, 615, 912)
column-text: PUBLIC NOTICE is hereby given that the south-eastern end of Tancred street, at its junction with the Town Belt, is CLOSED until further notice. (621, 1265, 738, 1289)
ad-body: Having taken the above Mills, I beg to inform farmers and the public generally that the Mill is now in good working order, and that I am prepared to buy, or grist, oats, &c. Gristing on the usual terms. Cash buyer of grain. (374, 282, 491, 315)
advertisement (621, 326, 738, 351)
ad-title: For Sale. (289, 139, 329, 150)
